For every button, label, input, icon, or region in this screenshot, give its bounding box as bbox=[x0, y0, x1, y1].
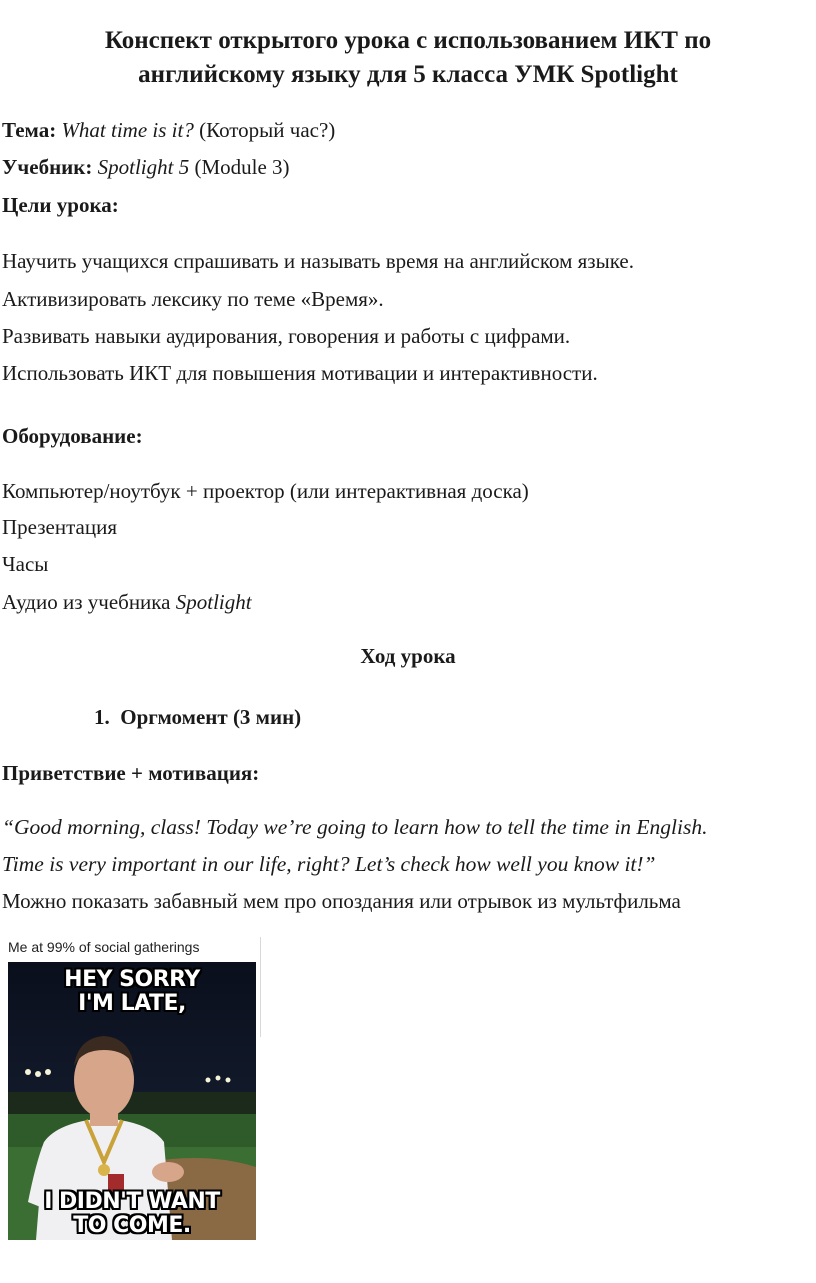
goal-item: Научить учащихся спрашивать и называть время на английском языке. bbox=[2, 249, 634, 273]
equipment-item: Компьютер/ноутбук + проектор (или интерактивная доска) bbox=[2, 479, 529, 503]
audio-prefix: Аудио из учебника bbox=[2, 590, 171, 614]
meme-image bbox=[2, 935, 264, 1245]
lesson-note: Можно показать забавный мем про опоздания или отрывок из мультфильма bbox=[2, 889, 681, 913]
meme-photo bbox=[8, 962, 256, 1240]
textbook-value: Spotlight 5 bbox=[97, 155, 190, 179]
topic-value: What time is it? bbox=[61, 118, 194, 142]
meme-bottom-text bbox=[8, 1190, 256, 1238]
equipment-heading: Оборудование: bbox=[2, 424, 143, 448]
quote-line-1: “Good morning, class! Today we’re going to learn how to tell the time in English. bbox=[2, 815, 708, 839]
textbook-module: (Module 3) bbox=[194, 155, 290, 179]
step-1-number: 1. bbox=[94, 705, 110, 729]
equipment-item: Часы bbox=[2, 552, 49, 576]
goals-heading: Цели урока: bbox=[2, 193, 119, 217]
topic-translation: (Который час?) bbox=[199, 118, 336, 142]
equipment-item: Презентация bbox=[2, 515, 117, 539]
lesson-heading: Ход урока bbox=[360, 644, 456, 668]
meme-top-text-1: HEY SORRY bbox=[64, 967, 200, 992]
title-line-2: английскому языку для 5 класса УМК Spotlight bbox=[138, 61, 678, 88]
textbook-line bbox=[2, 155, 290, 180]
quote-line-2: Time is very important in our life, right? Let’s check how well you know it!” bbox=[2, 852, 656, 876]
meme-bottom-text-1: I DIDN'T WANT bbox=[44, 1189, 220, 1214]
topic-line bbox=[2, 118, 335, 143]
goal-item: Развивать навыки аудирования, говорения и работы с цифрами. bbox=[2, 324, 571, 348]
meme-caption: Me at 99% of social gatherings bbox=[8, 939, 200, 955]
title-line-1: Конспект открытого урока с использованием ИКТ по bbox=[104, 27, 712, 54]
meme-top-text bbox=[8, 968, 256, 1016]
audio-source: Spotlight bbox=[175, 590, 252, 614]
goal-item: Использовать ИКТ для повышения мотивации и интерактивности. bbox=[2, 361, 598, 385]
meme-top-text-2: I'M LATE, bbox=[78, 991, 186, 1016]
meme-bottom-text-2: TO COME. bbox=[73, 1213, 191, 1238]
greeting-heading: Приветствие + мотивация: bbox=[2, 761, 260, 785]
step-1-heading bbox=[94, 705, 301, 730]
equipment-item-audio bbox=[2, 590, 252, 615]
topic-label: Тема: bbox=[2, 118, 57, 142]
textbook-label: Учебник: bbox=[2, 155, 93, 179]
goal-item: Активизировать лексику по теме «Время». bbox=[2, 287, 384, 311]
document-title bbox=[0, 24, 816, 92]
step-1-title: Оргмомент (3 мин) bbox=[120, 705, 302, 729]
